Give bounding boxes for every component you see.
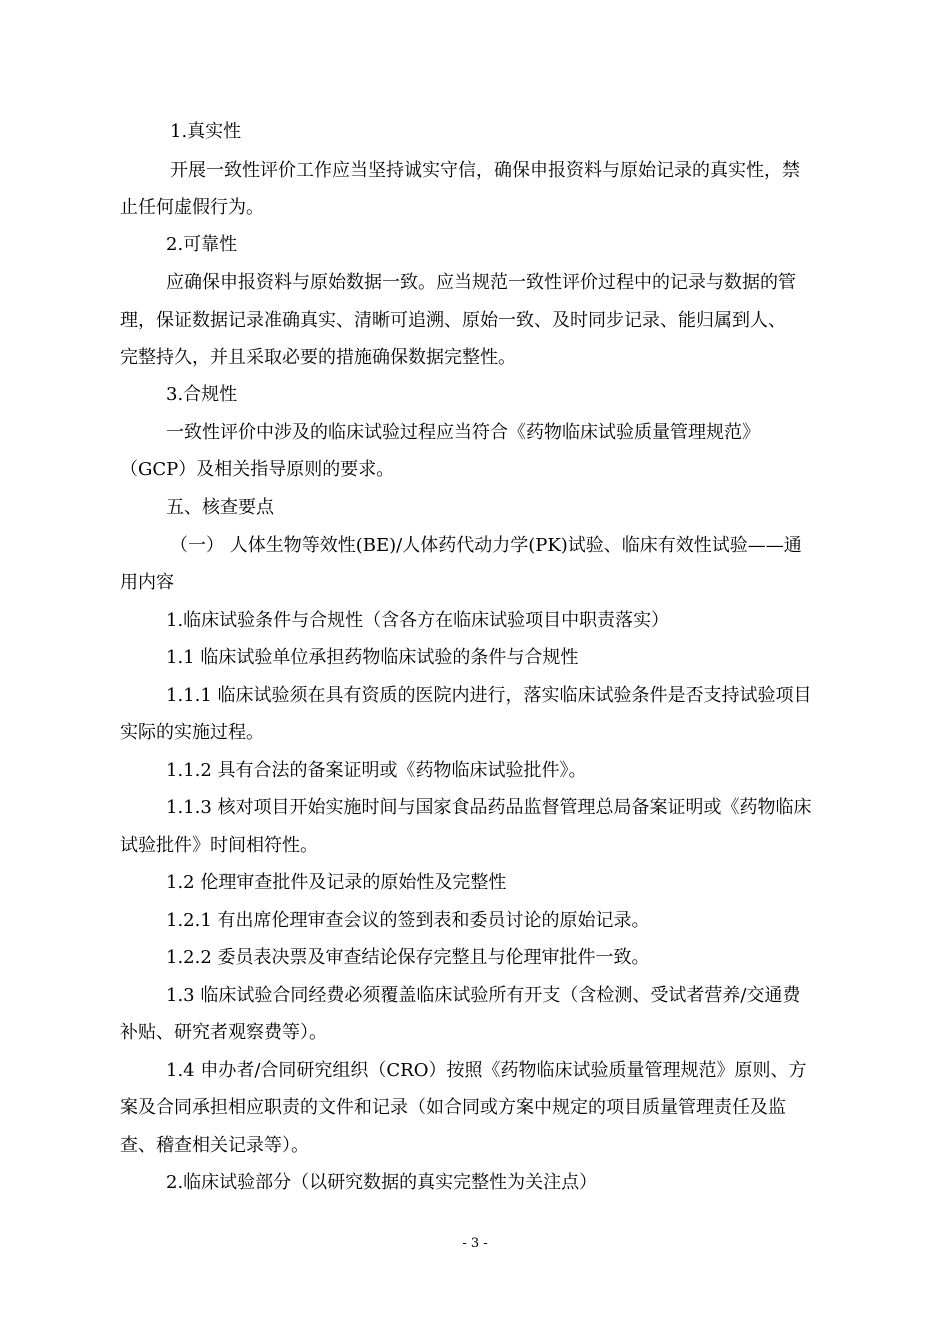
subsection-heading: 用内容 <box>120 572 174 593</box>
item-heading: 1.临床试验条件与合规性（含各方在临床试验项目中职责落实） <box>166 610 670 631</box>
paragraph-line: 应确保申报资料与原始数据一致。应当规范一致性评价过程中的记录与数据的管 <box>166 272 796 293</box>
section-heading: 五、核查要点 <box>166 497 274 518</box>
item-heading: 2.临床试验部分（以研究数据的真实完整性为关注点） <box>166 1172 598 1193</box>
paragraph-line: 1.4 申办者/合同研究组织（CRO）按照《药物临床试验质量管理规范》原则、方 <box>166 1060 807 1081</box>
paragraph-line: 1.1.2 具有合法的备案证明或《药物临床试验批件》。 <box>166 760 587 781</box>
heading-authenticity: 1.真实性 <box>170 121 242 142</box>
paragraph-line: 1.2.2 委员表决票及审查结论保存完整且与伦理审批件一致。 <box>166 947 650 968</box>
paragraph-line: 查、稽查相关记录等）。 <box>120 1135 309 1156</box>
heading-reliability: 2.可靠性 <box>166 234 238 255</box>
paragraph-line: 开展一致性评价工作应当坚持诚实守信，确保申报资料与原始记录的真实性，禁 <box>170 160 800 181</box>
paragraph-line: 理，保证数据记录准确真实、清晰可追溯、原始一致、及时同步记录、能归属到人、 <box>120 310 786 331</box>
heading-compliance: 3.合规性 <box>166 384 238 405</box>
paragraph-line: 实际的实施过程。 <box>120 722 264 743</box>
item-heading: 1.2 伦理审查批件及记录的原始性及完整性 <box>166 872 507 893</box>
paragraph-line: 1.2.1 有出席伦理审查会议的签到表和委员讨论的原始记录。 <box>166 910 650 931</box>
paragraph-line: 1.3 临床试验合同经费必须覆盖临床试验所有开支（含检测、受试者营养/交通费 <box>166 985 801 1006</box>
paragraph-line: 补贴、研究者观察费等）。 <box>120 1022 327 1043</box>
paragraph-line: 止任何虚假行为。 <box>120 197 264 218</box>
subsection-heading: （一） 人体生物等效性(BE)/人体药代动力学(PK)试验、临床有效性试验——通 <box>170 535 802 556</box>
paragraph-line: 1.1.1 临床试验须在具有资质的医院内进行，落实临床试验条件是否支持试验项目 <box>166 685 812 706</box>
page-number: - 3 - <box>462 1236 488 1251</box>
paragraph-line: 1.1.3 核对项目开始实施时间与国家食品药品监督管理总局备案证明或《药物临床 <box>166 797 812 818</box>
item-heading: 1.1 临床试验单位承担药物临床试验的条件与合规性 <box>166 647 579 668</box>
paragraph-line: 试验批件》时间相符性。 <box>120 835 318 856</box>
paragraph-line: 一致性评价中涉及的临床试验过程应当符合《药物临床试验质量管理规范》 <box>166 422 760 443</box>
paragraph-line: 案及合同承担相应职责的文件和记录（如合同或方案中规定的项目质量管理责任及监 <box>120 1097 786 1118</box>
paragraph-line: （GCP）及相关指导原则的要求。 <box>120 459 395 480</box>
paragraph-line: 完整持久，并且采取必要的措施确保数据完整性。 <box>120 347 516 368</box>
